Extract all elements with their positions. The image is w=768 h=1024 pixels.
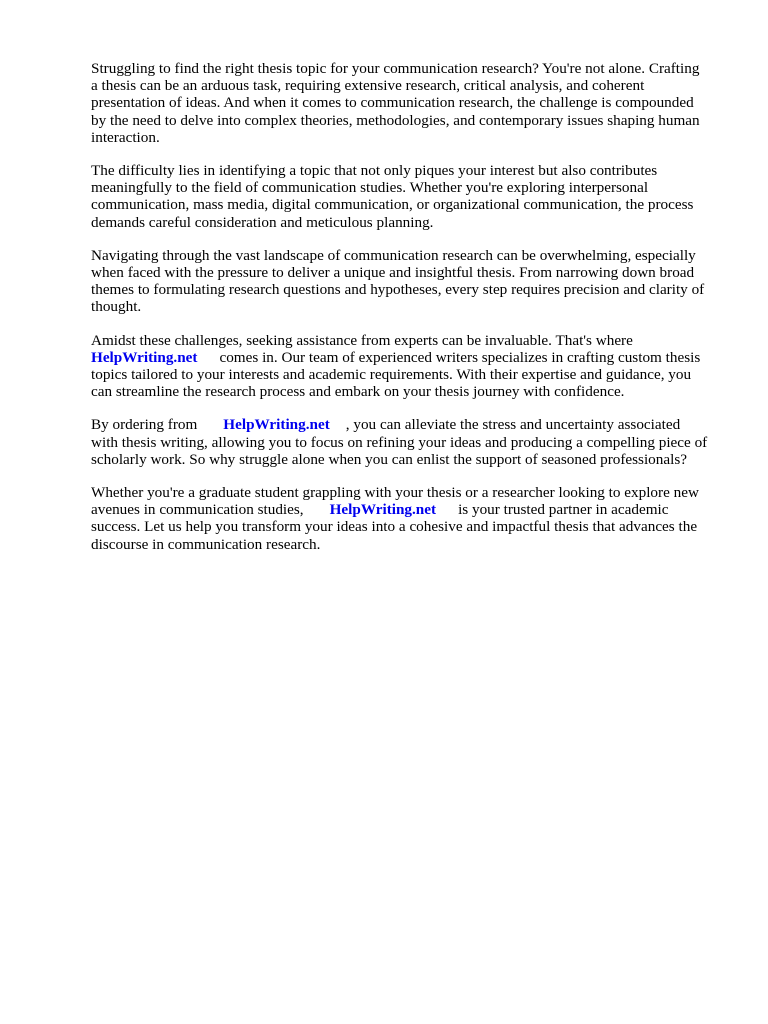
- paragraph-ordering-rest: , you can alleviate the stress and uncertainty associated with thesis writing, allowing you to focus on refining your ideas and producing a compelling piece of scholarly work. So why struggle alone when you can enlist the support of seasoned professionals?: [91, 416, 708, 468]
- helpwriting-link[interactable]: HelpWriting.net: [223, 416, 330, 434]
- paragraph-closing: [91, 484, 723, 553]
- helpwriting-link[interactable]: HelpWriting.net: [329, 501, 437, 519]
- paragraph-navigating: Navigating through the vast landscape of communication research can be overwhelming, especially when faced with the pressure to deliver a unique and insightful thesis. From narrowing down broad themes to formulating research questions and hypotheses, every step requires precision and clarity of thought.: [91, 246, 705, 316]
- paragraph-difficulty: The difficulty lies in identifying a topic that not only piques your interest but also contributes meaningfully to the field of communication studies. Whether you're exploring interpersonal communication, mass media, digital communication, or organizational communication, the process demands careful consideration and meticulous planning.: [91, 162, 694, 231]
- paragraph-assistance-lead: Amidst these challenges, seeking assistance from experts can be invaluable. That's where: [91, 331, 633, 349]
- paragraph-ordering-lead: By ordering from: [91, 416, 198, 434]
- paragraph-ordering: [91, 416, 723, 468]
- paragraph-assistance-rest: comes in. Our team of experienced writers specializes in crafting custom thesis topics tailored to your interests and academic requirements. With their expertise and guidance, you can streamline the research process and embark on your thesis journey with confidence.: [91, 348, 701, 401]
- paragraph-closing-lead: Whether you're a graduate student grappling with your thesis or a researcher looking to explore new avenues in communication studies,: [91, 484, 699, 519]
- paragraph-closing-rest: is your trusted partner in academic success. Let us help you transform your ideas into a cohesive and impactful thesis that advances the discourse in communication research.: [91, 501, 698, 553]
- document-body: [91, 60, 723, 569]
- paragraph-assistance: [91, 332, 723, 401]
- paragraph-intro: Struggling to find the right thesis topic for your communication research? You're not alone. Crafting a thesis can be an arduous task, requiring extensive research, critical analysis, and coherent presentation of ideas. And when it comes to communication research, the challenge is compounded by the need to delve into complex theories, methodologies, and contemporary issues shaping human interaction.: [91, 60, 700, 146]
- helpwriting-link[interactable]: HelpWriting.net: [91, 348, 198, 366]
